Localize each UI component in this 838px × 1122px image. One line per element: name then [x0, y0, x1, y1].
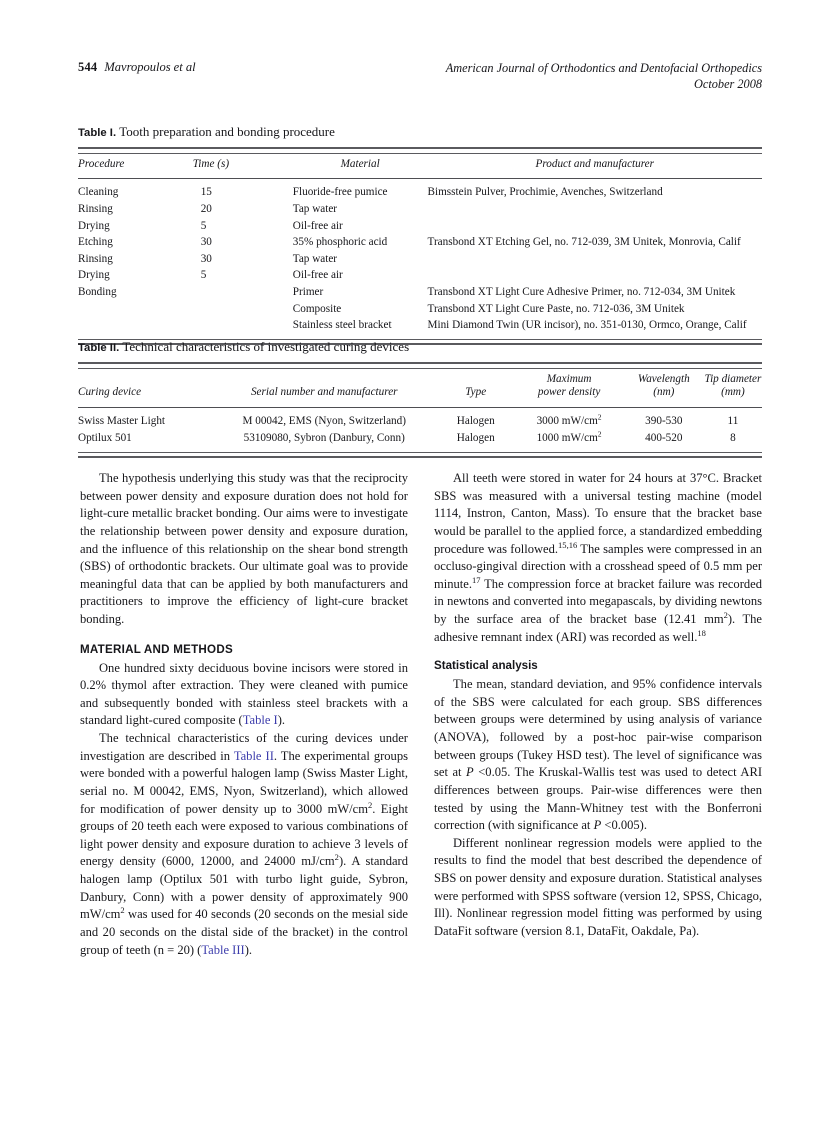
- table-1-cell-time: 30: [200, 236, 212, 249]
- table-2-cell-tip: 11: [727, 414, 739, 427]
- running-head-right: [446, 60, 762, 93]
- table-2-col-tip-line1: Tip diameter: [704, 372, 762, 385]
- table-1-cell-material: Primer: [292, 285, 324, 298]
- table-1-body: [78, 179, 762, 345]
- table-2-col-wavelength-line2: (nm): [653, 386, 675, 399]
- table-1-cell-product: [428, 251, 762, 268]
- running-head: [78, 60, 762, 93]
- table-1-cell-product: [428, 201, 762, 218]
- exponent-squared-d: 2: [723, 609, 728, 620]
- running-head-authors: Mavropoulos et al: [104, 60, 196, 74]
- table-row: [78, 430, 762, 447]
- table-1-cell-procedure: [78, 318, 185, 335]
- table-1-head: [78, 148, 762, 179]
- paragraph-stats-text-1: The mean, standard deviation, and 95% confidence intervals of the SBS were calculated for each group. SBS differences between groups were determined by using analysis of variance (ANOVA), followed by a post-hoc pair-wise comparison between groups (Tukey HSD test). The level of significance was set at: [434, 677, 762, 780]
- exponent-squared-b: 2: [334, 852, 339, 863]
- p-value-symbol-2: P: [593, 818, 602, 833]
- table-2-power-value: 3000 mW/cm: [536, 414, 598, 427]
- exponent-squared-c: 2: [120, 905, 125, 916]
- paragraph-devices-text-3: . Eight groups of 20 teeth each were exposed to various combinations of light power density and exposure duration to achieve 3 levels of energy density (6000, 12000, and 24000 mJ/cm: [80, 801, 408, 869]
- table-2-cell-wavelength: 400-520: [645, 431, 683, 444]
- table-1-cell-time: 5: [200, 219, 207, 232]
- heading-material-and-methods: MATERIAL AND METHODS: [80, 642, 233, 656]
- table-2-col-power-line1: Maximum: [546, 372, 592, 385]
- paragraph-devices-text-4: ). A standard halogen lamp (Optilux 501 with turbo light guide, Sybron, Danbury, Conn) with a power density of approximately 900 mW/cm: [80, 854, 408, 922]
- xref-table-3[interactable]: Table III: [201, 942, 245, 957]
- table-2-cell-power: [514, 430, 623, 447]
- table-2-col-type: [437, 368, 514, 405]
- table-2-cell-serial: M 00042, EMS (Nyon, Switzerland): [242, 414, 406, 427]
- paragraph-teeth-preparation: [80, 660, 408, 731]
- table-1: [78, 147, 762, 345]
- paragraph-devices-text-6: ).: [244, 942, 253, 957]
- table-2-power-exponent: 2: [597, 412, 602, 422]
- table-2-col-power: [514, 368, 623, 405]
- table-2-head: [78, 363, 762, 407]
- p-value-symbol-1: P: [466, 765, 474, 780]
- paragraph-teeth-text-1: One hundred sixty deciduous bovine incisors were stored in 0.2% thymol after extraction. They were cleaned with pumice and subsequently bonded with stainless steel brackets with a standard light-cured composite (: [80, 660, 408, 728]
- right-column: [434, 470, 762, 959]
- exponent-squared-a: 2: [367, 799, 373, 810]
- paragraph-stats-text-2: <0.05. The Kruskal-Wallis test was used to detect ARI differences between groups. Pair-wise differences were then tested by using the Mann-Whitney test with the Bonferroni correction (with significance at: [434, 765, 762, 833]
- table-2-cell-wavelength: 390-530: [645, 414, 683, 427]
- table-1-cell-time: 20: [200, 202, 212, 215]
- table-1-cell-product: Bimsstein Pulver, Prochimie, Avenches, Switzerland: [427, 186, 663, 199]
- table-2-label: Table II.: [78, 342, 120, 354]
- table-1-cell-time: 30: [200, 252, 212, 265]
- table-2-col-type-line1: Type: [465, 386, 487, 399]
- table-1-cell-product: [428, 268, 762, 285]
- table-1-col-time: Time (s): [192, 157, 230, 170]
- table-1-cell-time: 5: [200, 269, 207, 282]
- paragraph-regression-models: Different nonlinear regression models were applied to the results to find the model that best described the dependence of SBS on power density and exposure duration. Statistical analyses were performed with SPSS software (version 12, SPSS, Chicago, Ill). Nonlinear regression model fitting was performed by using DataFit software (version 8.1, DataFit, Oakdale, Pa).: [434, 835, 762, 938]
- table-2-cell-device: Optilux 501: [78, 431, 132, 444]
- table-2-cell-type: Halogen: [456, 414, 495, 427]
- table-2-header-row: [78, 368, 762, 405]
- table-1-cell-product: Transbond XT Light Cure Paste, no. 712-036, 3M Unitek: [427, 302, 685, 315]
- table-2-cell-power: [514, 413, 623, 430]
- table-row: [78, 251, 762, 268]
- table-1-cell-procedure: Drying: [78, 269, 110, 282]
- table-2-col-device: [78, 368, 211, 405]
- table-2-cell-device: Swiss Master Light: [78, 414, 166, 427]
- table-row: [78, 318, 762, 335]
- table-1-cell-material: Tap water: [292, 202, 338, 215]
- paragraph-storage-text-1: All teeth were stored in water for 24 hours at 37°C. Bracket SBS was measured with a universal testing machine (model 1114, Instron, Canton, Mass). To ensure that the bracket base would be parallel to the applied force, a standardized embedding procedure was followed.: [434, 471, 762, 556]
- citation-ref-18[interactable]: 18: [697, 627, 706, 638]
- table-2-col-device-line1: Curing device: [78, 386, 142, 399]
- citation-ref-15-16[interactable]: 15,16: [558, 539, 578, 550]
- table-1-title: Tooth preparation and bonding procedure: [119, 124, 335, 139]
- table-1-col-material: Material: [340, 157, 380, 170]
- table-1-cell-procedure: Bonding: [78, 285, 117, 298]
- paragraph-storage-and-testing: [434, 470, 762, 646]
- paragraph-curing-devices: [80, 730, 408, 959]
- table-1-cell-time: [185, 318, 267, 335]
- issue-date: October 2008: [694, 77, 762, 92]
- table-2-col-serial: [211, 368, 437, 405]
- paragraph-devices-text-1: The technical characteristics of the curing devices under investigation are described in: [80, 731, 408, 763]
- table-1-cell-material: Stainless steel bracket: [292, 319, 392, 332]
- citation-ref-17[interactable]: 17: [471, 574, 481, 585]
- table-2-block: [78, 339, 762, 458]
- table-2-col-serial-line1: Serial number and manufacturer: [250, 386, 398, 399]
- table-1-cell-procedure: Rinsing: [78, 252, 113, 265]
- table-1-cell-procedure: Drying: [78, 219, 110, 232]
- table-1-cell-procedure: Rinsing: [78, 202, 113, 215]
- paragraph-storage-text-2: The samples were compressed in an occluso-gingival direction with a crosshead speed of 0.5 mm per minute.: [434, 541, 763, 591]
- table-1-cell-product: Mini Diamond Twin (UR incisor), no. 351-0130, Ormco, Orange, Calif: [427, 319, 747, 332]
- paragraph-storage-text-4: ). The adhesive remnant index (ARI) was recorded as well.: [434, 612, 762, 644]
- table-1-cell-product: [428, 218, 762, 235]
- table-1-cell-product: Transbond XT Light Cure Adhesive Primer, no. 712-034, 3M Unitek: [427, 285, 736, 298]
- table-row: [78, 268, 762, 285]
- table-row: [78, 301, 762, 318]
- table-1-col-product: Product and manufacturer: [535, 157, 654, 170]
- table-1-cell-material: Composite: [292, 302, 342, 315]
- table-1-cell-time: [185, 301, 267, 318]
- table-1-cell-material: Oil-free air: [292, 219, 343, 232]
- table-1-cell-time: 15: [200, 186, 212, 199]
- paragraph-storage-text-3: The compression force at bracket failure was recorded in newtons and converted into megapascals, by dividing newtons by the surface area of the bracket base (12.41 mm: [434, 576, 762, 626]
- table-1-cell-time: [185, 284, 267, 301]
- table-2-col-tip: [704, 368, 762, 405]
- paragraph-statistics: [434, 676, 762, 835]
- table-1-cell-material: Oil-free air: [292, 269, 343, 282]
- table-1-block: [78, 124, 762, 345]
- left-column: [80, 470, 408, 959]
- table-2-title: Technical characteristics of investigated curing devices: [122, 339, 410, 354]
- table-2-col-wavelength: [624, 368, 704, 405]
- table-1-header-row: [78, 153, 762, 176]
- table-2-power-value: 1000 mW/cm: [536, 431, 598, 444]
- table-row: [78, 201, 762, 218]
- table-2-col-wavelength-line1: Wavelength: [637, 372, 690, 385]
- body-columns: [80, 470, 762, 959]
- table-2-col-tip-line2: (mm): [721, 386, 745, 399]
- table-1-label: Table I.: [78, 127, 117, 139]
- table-1-cell-material: Tap water: [292, 252, 338, 265]
- journal-title: American Journal of Orthodontics and Dentofacial Orthopedics: [445, 61, 762, 75]
- paragraph-teeth-text-2: ).: [277, 713, 286, 728]
- table-1-cell-material: 35% phosphoric acid: [292, 236, 388, 249]
- xref-table-2[interactable]: Table II: [233, 748, 274, 763]
- table-row: [78, 218, 762, 235]
- table-2-cell-tip: 8: [730, 431, 736, 444]
- table-2-cell-type: Halogen: [456, 431, 495, 444]
- paragraph-devices-text-2: . The experimental groups were bonded with a powerful halogen lamp (Swiss Master Light, serial no. M 00042, EMS, Nyon, Switzerland), which allowed for modification of power density up to 3000 mW/cm: [80, 748, 408, 816]
- paragraph-devices-text-5: was used for 40 seconds (20 seconds on the mesial side and 20 seconds on the distal side of the bracket) in the control group of teeth (n = 20) (: [80, 907, 408, 957]
- page-folio: 544: [78, 60, 98, 74]
- running-head-left: [78, 60, 196, 75]
- table-row: [78, 284, 762, 301]
- table-1-col-procedure: Procedure: [78, 157, 125, 170]
- table-row: [78, 185, 762, 202]
- paragraph-stats-text-3: <0.005).: [601, 818, 647, 833]
- table-1-caption: [78, 124, 762, 140]
- table-2-col-power-line2: power density: [537, 386, 601, 399]
- table-2-caption: [78, 339, 762, 355]
- table-1-cell-material: Fluoride-free pumice: [292, 186, 388, 199]
- table-2-rule-bottom: [78, 452, 762, 456]
- table-1-cell-procedure: Cleaning: [78, 186, 119, 199]
- table-2-cell-serial: 53109080, Sybron (Danbury, Conn): [243, 431, 405, 444]
- table-2-power-exponent: 2: [597, 428, 602, 438]
- table-row: [78, 413, 762, 430]
- table-1-cell-product: Transbond XT Etching Gel, no. 712-039, 3M Unitek, Monrovia, Calif: [427, 236, 741, 249]
- paragraph-hypothesis: The hypothesis underlying this study was that the reciprocity between power density and exposure duration does not hold for light-cure metallic bracket bonding. Our aims were to investigate the relationship between power density and exposure duration, and the influence of this relationship on the shear bond strength (SBS) of orthodontic brackets. Our ultimate goal was to provide meaningful data that can be applied by both manufacturers and practitioners to improve the efficiency of light-cure bracket bonding.: [80, 471, 408, 626]
- table-2-body: [78, 407, 762, 456]
- table-1-cell-procedure: [78, 301, 185, 318]
- xref-table-1[interactable]: Table I: [242, 713, 278, 728]
- heading-statistical-analysis: Statistical analysis: [434, 659, 538, 673]
- table-2: [78, 362, 762, 458]
- table-1-cell-procedure: Etching: [78, 236, 113, 249]
- table-row: [78, 234, 762, 251]
